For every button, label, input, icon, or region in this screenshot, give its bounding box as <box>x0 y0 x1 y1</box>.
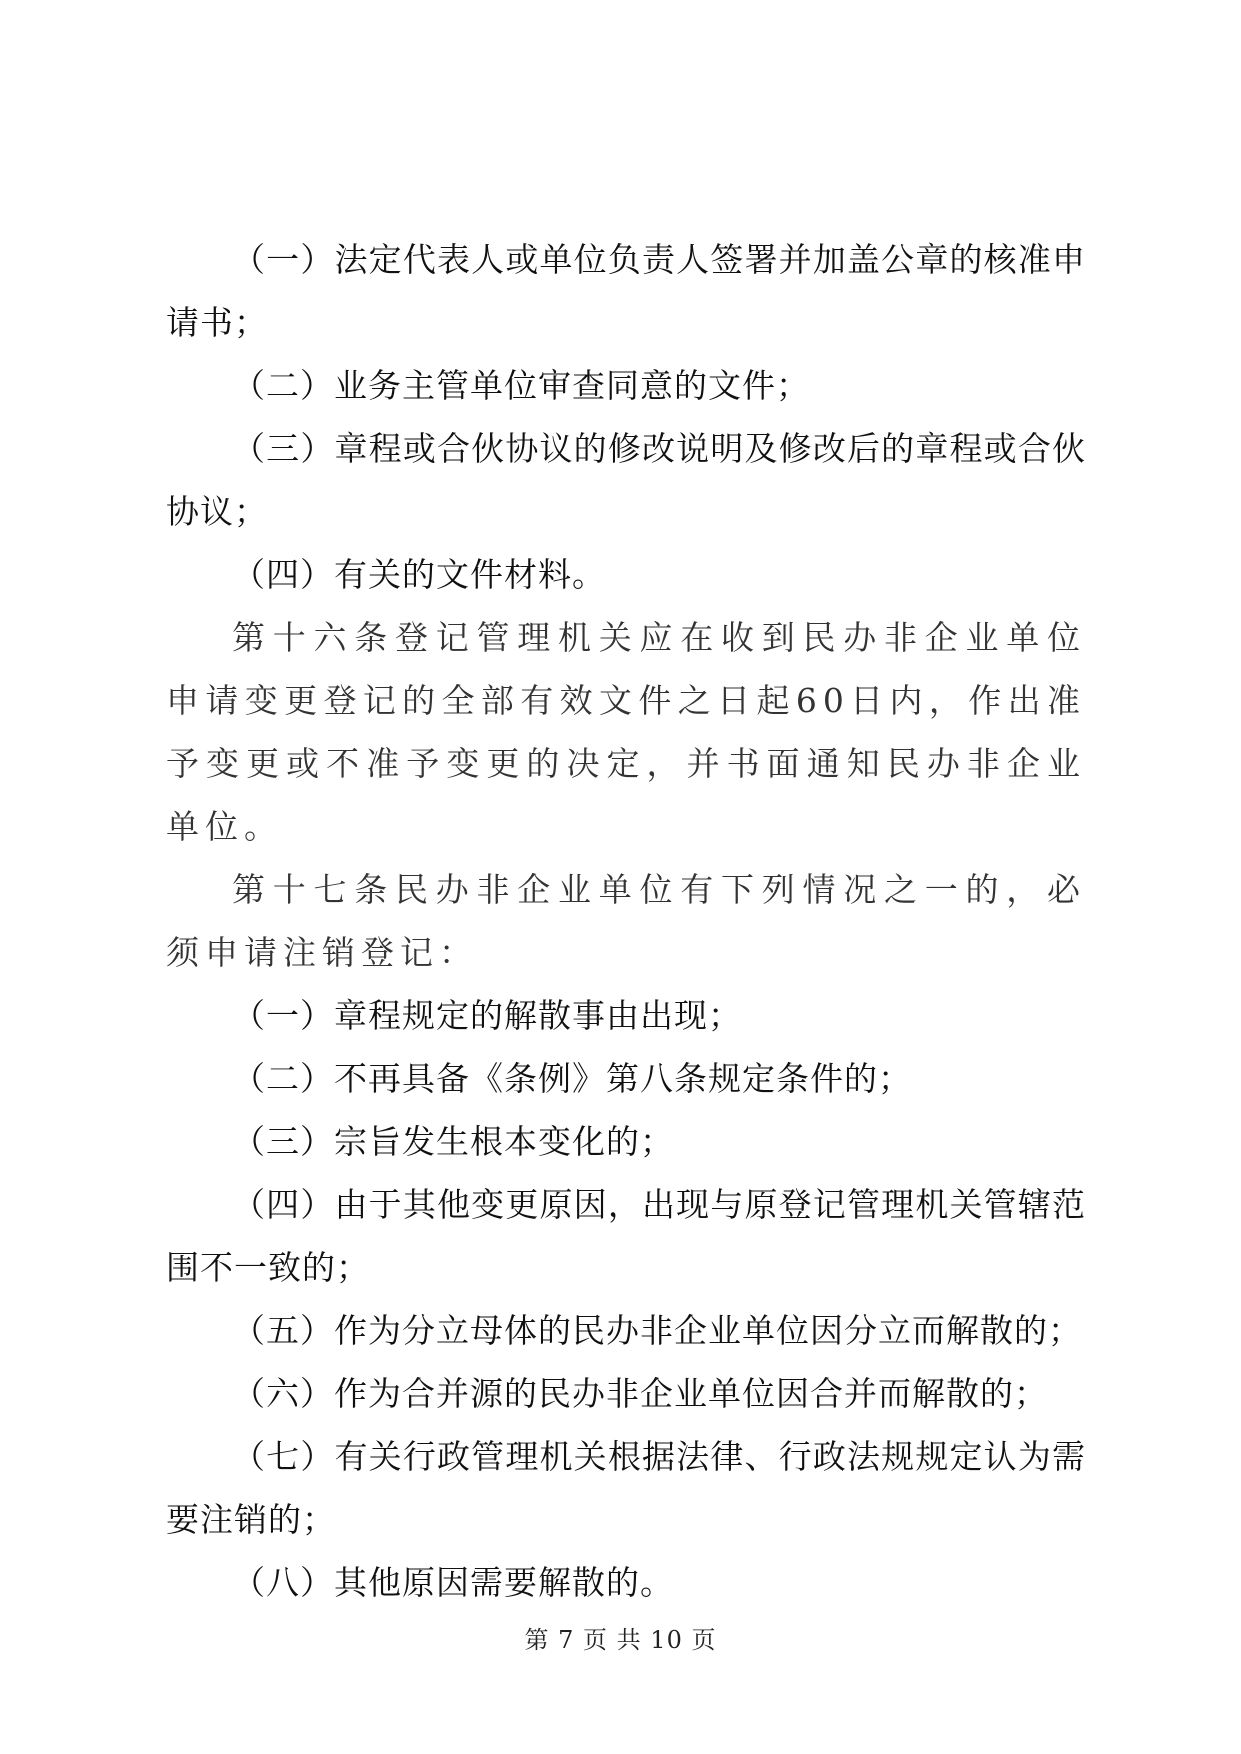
deregistration-item-4: （四）由于其他变更原因，出现与原登记管理机关管辖范围不一致的； <box>166 1185 1086 1287</box>
deregistration-item-2: （二）不再具备《条例》第八条规定条件的； <box>232 1059 912 1098</box>
paragraph-item-2: （二）业务主管单位审查同意的文件； <box>232 366 810 405</box>
document-body <box>166 228 1086 1614</box>
article-16-paragraph: 第十六条登记管理机关应在收到民办非企业单位申请变更登记的全部有效文件之日起60日内，作出准予变更或不准予变更的决定，并书面通知民办非企业单位。 <box>166 618 1086 846</box>
deregistration-item-3: （三）宗旨发生根本变化的； <box>232 1122 674 1161</box>
deregistration-item-1: （一）章程规定的解散事由出现； <box>232 996 742 1035</box>
deregistration-item-7: （七）有关行政管理机关根据法律、行政法规规定认为需要注销的； <box>166 1437 1086 1539</box>
deregistration-item-6: （六）作为合并源的民办非企业单位因合并而解散的； <box>232 1374 1048 1413</box>
deregistration-item-5: （五）作为分立母体的民办非企业单位因分立而解散的； <box>232 1311 1082 1350</box>
paragraph-item-4: （四）有关的文件材料。 <box>232 555 606 594</box>
article-17-paragraph: 第十七条民办非企业单位有下列情况之一的，必须申请注销登记： <box>166 870 1086 972</box>
deregistration-item-8: （八）其他原因需要解散的。 <box>232 1563 674 1602</box>
page-number: 第 7 页 共 10 页 <box>524 1626 717 1654</box>
paragraph-item-1: （一）法定代表人或单位负责人签署并加盖公章的核准申请书； <box>166 240 1086 342</box>
paragraph-item-3: （三）章程或合伙协议的修改说明及修改后的章程或合伙协议； <box>166 429 1086 531</box>
